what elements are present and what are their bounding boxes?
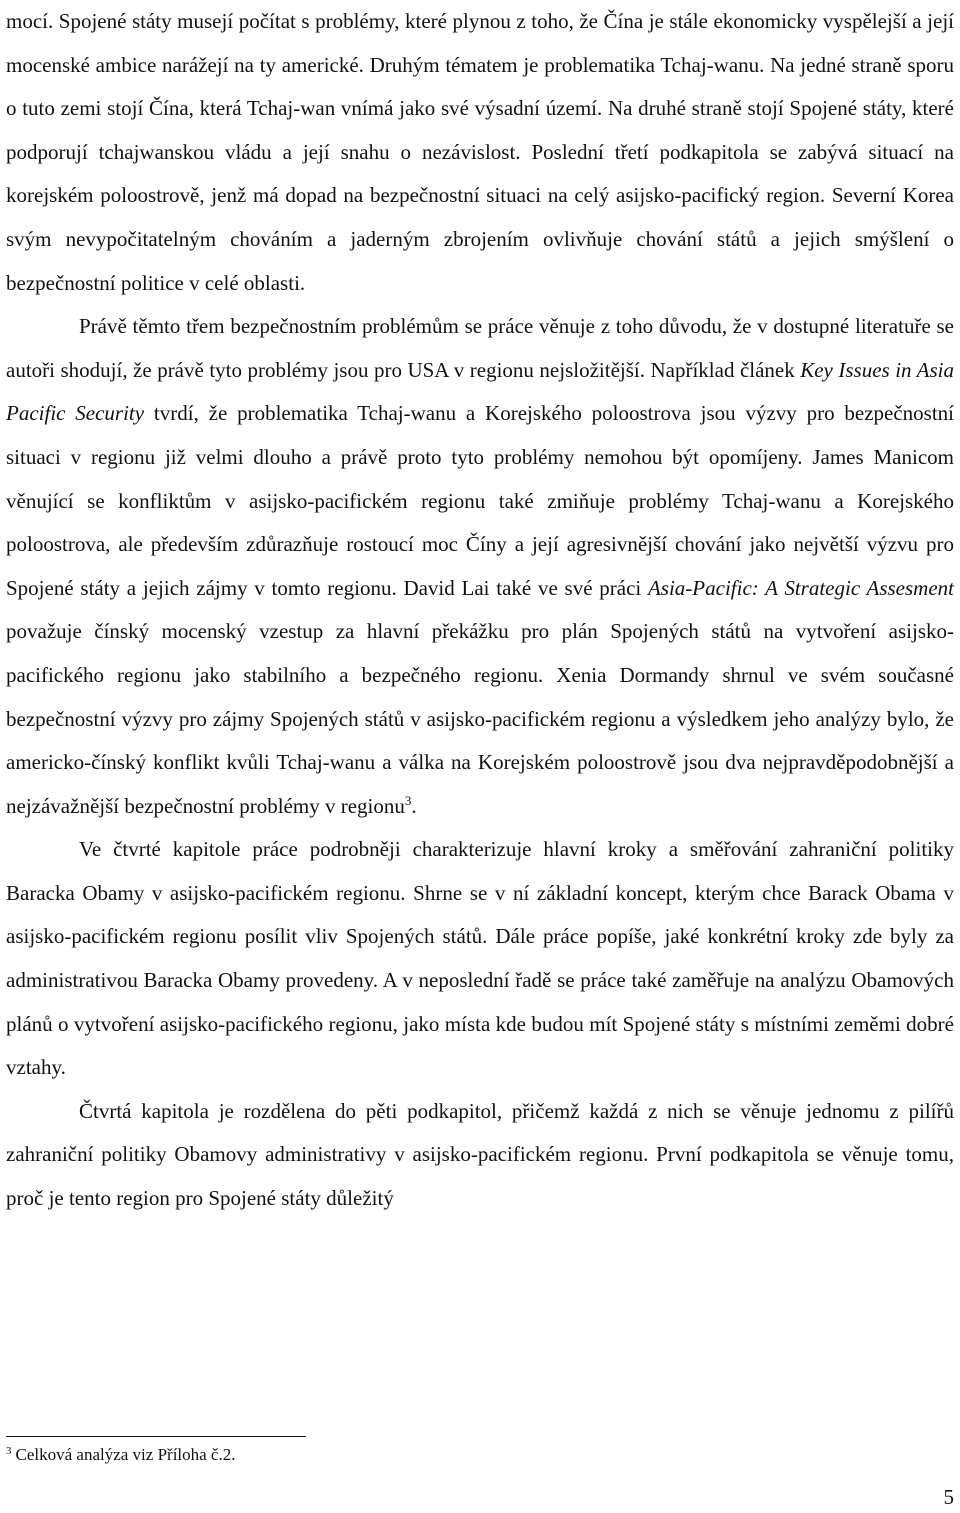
- paragraph-text: mocí. Spojené státy musejí počítat s problémy, které plynou z toho, že Čína je stále ekonomicky vyspělejší a její mocenské ambice narážejí na ty americké. Druhým tématem je problematika Tchaj-wanu. Na jedné straně sporu o tuto zemi stojí Čína, která Tchaj-wan vnímá jako své výsadní území. Na druhé straně stojí Spojené státy, které podporují tchajwanskou vládu a její snahu o nezávislost. Poslední třetí podkapitola se zabývá situací na korejském poloostrově, jenž má dopad na bezpečnostní situaci na celý asijsko-pacifický region. Severní Korea svým nevypočitatelným chováním a jaderným zbrojením ovlivňuje chování států a jejich smýšlení o bezpečnostní politice v celé oblasti.: [6, 9, 954, 295]
- paragraph-text: .: [411, 793, 417, 818]
- paragraph: [6, 1090, 954, 1221]
- paragraph: [6, 828, 954, 1090]
- footnote-marker: 3: [6, 1445, 12, 1457]
- italic-title: Key Issues in Asia Pacific Security: [6, 357, 954, 426]
- footnote: [6, 1444, 235, 1466]
- paragraph-text: považuje čínský mocenský vzestup za hlavní překážku pro plán Spojených států na vytvoření asijsko-pacifického regionu jako stabilního a bezpečného regionu. Xenia Dormandy shrnul ve svém současné bezpečnostní výzvy pro zájmy Spojených států v asijsko-pacifickém regionu a výsledkem jeho analýzy bylo, že americko-čínský konflikt kvůli Tchaj-wanu a válka na Korejském poloostrově jsou dva nejpravděpodobnější a nejzávažnější bezpečnostní problémy v regionu: [6, 619, 954, 818]
- paragraph: [6, 0, 954, 305]
- paragraph: [6, 305, 954, 828]
- page-number: 5: [943, 1485, 954, 1509]
- italic-title: Asia-Pacific: A Strategic Assesment: [647, 575, 954, 600]
- footnote-text: Celková analýza viz Příloha č.2.: [15, 1445, 236, 1464]
- footnote-reference: 3: [404, 792, 412, 808]
- body-text: [6, 0, 954, 1221]
- paragraph-text: tvrdí, že problematika Tchaj-wanu a Korejského poloostrova jsou výzvy pro bezpečnostní situaci v regionu již velmi dlouho a právě proto tyto problémy nemohou být opomíjeny. James Manicom věnující se konfliktům v asijsko-pacifickém regionu také zmiňuje problémy Tchaj-wanu a Korejského poloostrova, ale především zdůrazňuje rostoucí moc Číny a její agresivnější chování jako největší výzvu pro Spojené státy a jejich zájmy v tomto regionu. David Lai také ve své práci: [6, 401, 955, 600]
- paragraph-text: Ve čtvrté kapitole práce podrobněji charakterizuje hlavní kroky a směřování zahraniční politiky Baracka Obamy v asijsko-pacifickém regionu. Shrne se v ní základní koncept, kterým chce Barack Obama v asijsko-pacifickém regionu posílit vliv Spojených států. Dále práce popíše, jaké konkrétní kroky zde byly za administrativou Baracka Obamy provedeny. A v neposlední řadě se práce také zaměřuje na analýzu Obamových plánů o vytvoření asijsko-pacifického regionu, jako místa kde budou mít Spojené státy s místními zeměmi dobré vztahy.: [6, 837, 954, 1080]
- paragraph-text: Právě těmto třem bezpečnostním problémům se práce věnuje z toho důvodu, že v dostupné literatuře se autoři shodují, že právě tyto problémy jsou pro USA v regionu nejsložitější. Například článek: [6, 314, 954, 382]
- footnote-separator: [6, 1436, 306, 1437]
- paragraph-text: Čtvrtá kapitola je rozdělena do pěti podkapitol, přičemž každá z nich se věnuje jednomu z pilířů zahraniční politiky Obamovy administrativy v asijsko-pacifickém regionu. První podkapitola se věnuje tomu, proč je tento region pro Spojené státy důležitý: [6, 1098, 954, 1211]
